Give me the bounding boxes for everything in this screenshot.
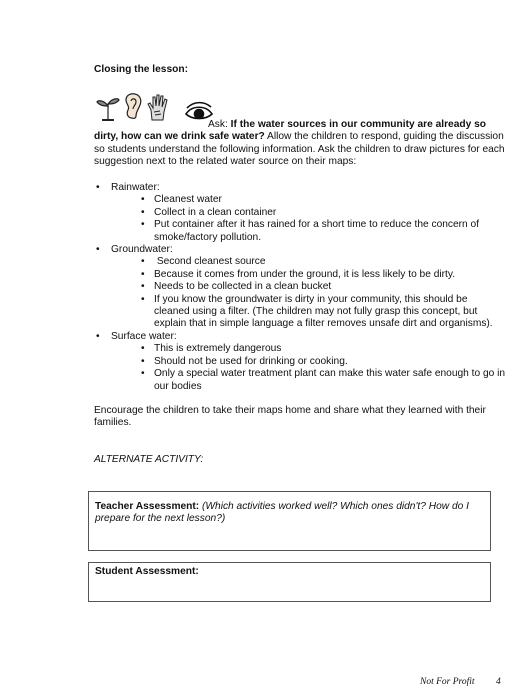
closing-paragraph: Encourage the children to take their maps home and share what they learned with their families.: [94, 405, 486, 429]
teacher-assessment-prompt: (Which activities worked well? Which ones didn't? How do I prepare for the next lesson?): [95, 501, 469, 525]
sense-icons: [94, 92, 216, 122]
teacher-assessment-label: Teacher Assessment:: [95, 501, 200, 512]
source-label: Groundwater:: [111, 244, 173, 256]
source-label: Surface water:: [111, 330, 177, 342]
bullet-icon: •: [141, 194, 145, 206]
alternate-activity-heading: ALTERNATE ACTIVITY:: [94, 454, 204, 465]
bullet-icon: •: [96, 244, 100, 256]
bullet-icon: •: [141, 268, 145, 280]
bullet-icon: •: [141, 219, 145, 231]
list-item: [111, 219, 506, 244]
bullet-icon: •: [141, 281, 145, 293]
list-item: [111, 256, 506, 268]
list-item-text: Needs to be collected in a clean bucket: [154, 281, 332, 293]
list-item-text: Put container after it has rained for a short time to reduce the concern of smoke/factory pollution.: [154, 219, 480, 243]
groundwater-points: [111, 256, 506, 330]
list-item-text: If you know the groundwater is dirty in your community, this should be cleaned using a filter. (The children may not fully grasp this concept, but explain that in simple language a filter removes unsafe dirt and organisms).: [154, 293, 493, 330]
list-item: [111, 356, 506, 368]
bullet-icon: •: [141, 343, 145, 355]
sprout-icon: [97, 99, 119, 120]
bullet-icon: •: [141, 293, 145, 305]
list-item: [111, 281, 506, 293]
bullet-icon: •: [141, 355, 145, 367]
bullet-icon: •: [96, 182, 100, 193]
sense-icons-svg: [94, 92, 216, 122]
intro-paragraph: [94, 119, 506, 169]
source-rainwater: [94, 182, 506, 244]
list-item: [111, 294, 506, 331]
list-item-text: Second cleanest source: [154, 256, 266, 268]
list-item-text: Only a special water treatment plant can make this water safe enough to go in our bodies: [154, 368, 506, 392]
teacher-assessment-box: [88, 491, 491, 551]
ear-icon: [126, 94, 141, 119]
hand-icon: [148, 95, 167, 120]
footer-text: Not For Profit: [420, 677, 475, 687]
bullet-icon: •: [141, 256, 145, 268]
intro-instructions: Allow the children to respond, guiding the discussion so students understand the following information. Ask the children to draw pictures for each suggestion next to the related water source on their maps:: [94, 131, 505, 168]
source-groundwater: [94, 244, 506, 331]
source-surface-water: [94, 331, 506, 393]
ask-question: If the water sources in our community are already so dirty, how can we drink safe water?: [94, 119, 486, 143]
student-assessment-box: [88, 562, 491, 602]
page-number: 4: [496, 677, 501, 687]
source-label: Rainwater:: [111, 182, 160, 193]
list-item-text: This is extremely dangerous: [154, 343, 282, 355]
list-item-text: Cleanest water: [154, 194, 222, 206]
section-heading: Closing the lesson:: [94, 64, 188, 75]
student-assessment-label: Student Assessment:: [95, 566, 199, 577]
list-item: [111, 269, 506, 281]
list-item-text: Should not be used for drinking or cooking.: [154, 355, 348, 367]
rainwater-points: [111, 194, 506, 244]
list-item: [111, 368, 506, 393]
eye-icon: [186, 103, 212, 119]
list-item: [111, 343, 506, 355]
list-item: [111, 207, 506, 219]
list-item-text: Because it comes from under the ground, it is less likely to be dirty.: [154, 268, 456, 280]
ask-label: Ask:: [208, 119, 231, 130]
surface-water-points: [111, 343, 506, 393]
bullet-icon: •: [141, 206, 145, 218]
bullet-icon: •: [141, 368, 145, 380]
list-item-text: Collect in a clean container: [154, 206, 277, 218]
water-sources-list: [94, 182, 506, 393]
bullet-icon: •: [96, 330, 100, 342]
list-item: [111, 194, 506, 206]
